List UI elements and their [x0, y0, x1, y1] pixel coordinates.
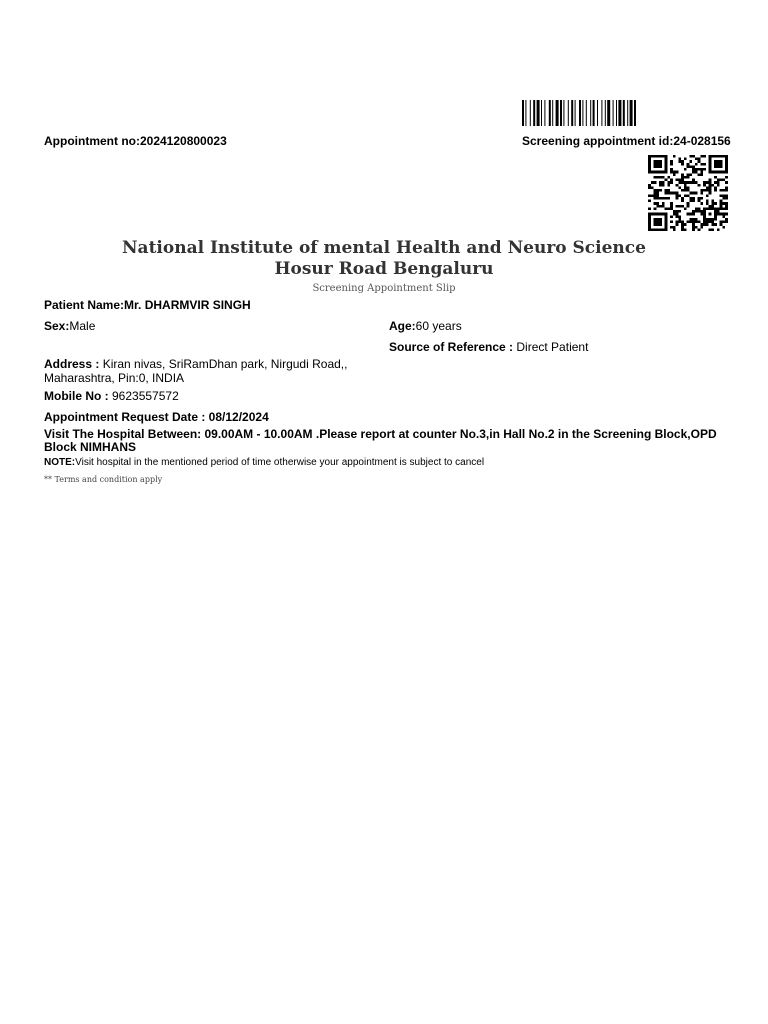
patient-age — [389, 319, 462, 333]
terms-and-conditions: ** Terms and condition apply — [44, 475, 163, 484]
request-date-value: 08/12/2024 — [205, 410, 269, 424]
source-label: Source of Reference : — [389, 340, 514, 354]
patient-sex — [44, 319, 95, 333]
patient-address — [44, 357, 347, 385]
sex-value: Male — [69, 319, 96, 333]
sex-label: Sex: — [44, 319, 70, 333]
barcode — [522, 100, 728, 126]
note — [44, 457, 484, 468]
visit-line2: Block NIMHANS — [44, 440, 137, 454]
screening-id-label: Screening appointment id: — [522, 134, 674, 148]
institute-address: Hosur Road Bengaluru — [274, 259, 494, 279]
patient-mobile — [44, 389, 179, 403]
visit-line1: Visit The Hospital Between: 09.00AM - 10.00AM .Please report at counter No.3,in Hall No.2 in the Screening Block,OPD — [44, 427, 717, 441]
address-line2: Maharashtra, Pin:0, INDIA — [44, 371, 185, 385]
note-text: Visit hospital in the mentioned period of time otherwise your appointment is subject to cancel — [75, 457, 485, 468]
institute-name: National Institute of mental Health and Neuro Science — [122, 238, 646, 258]
age-label: Age: — [389, 319, 416, 333]
appointment-number — [44, 134, 227, 148]
visit-instructions — [44, 428, 717, 454]
address-line1: Kiran nivas, SriRamDhan park, Nirgudi Road,, — [99, 357, 348, 371]
address-label: Address : — [44, 357, 100, 371]
qr-code — [648, 155, 728, 231]
request-date-label: Appointment Request Date : — [44, 410, 206, 424]
mobile-label: Mobile No : — [44, 389, 109, 403]
source-of-reference — [389, 340, 588, 354]
appointment-request-date — [44, 410, 269, 424]
slip-subtitle: Screening Appointment Slip — [312, 283, 456, 294]
source-value: Direct Patient — [513, 340, 589, 354]
patient-name-label: Patient Name: — [44, 298, 125, 312]
note-label: NOTE: — [44, 457, 76, 468]
patient-name — [44, 298, 251, 312]
screening-id-value: 24-028156 — [673, 134, 731, 148]
appointment-number-label: Appointment no: — [44, 134, 140, 148]
mobile-value: 9623557572 — [108, 389, 179, 403]
screening-appointment-id — [522, 134, 731, 148]
age-value: 60 years — [415, 319, 462, 333]
patient-name-value: Mr. DHARMVIR SINGH — [124, 298, 251, 312]
appointment-number-value: 2024120800023 — [139, 134, 227, 148]
